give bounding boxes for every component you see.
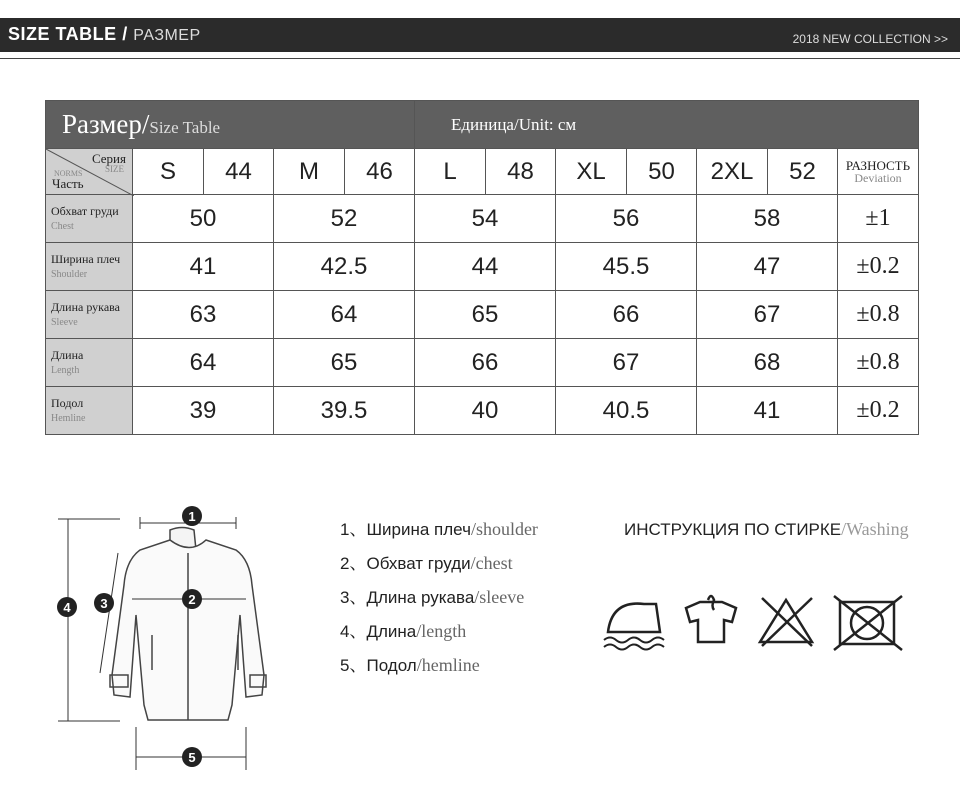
table-cell: 56	[556, 195, 697, 243]
top-banner	[0, 18, 960, 52]
marker-1: 1	[188, 509, 196, 524]
collection-link: 2018 NEW COLLECTION >>	[792, 32, 948, 46]
table-cell: 67	[556, 339, 697, 387]
table-cell: 66	[556, 291, 697, 339]
table-cell: 65	[274, 339, 415, 387]
table-cell: 47	[697, 243, 838, 291]
unit-label: Единица/Unit: см	[415, 101, 919, 149]
table-cell: 50	[133, 195, 274, 243]
legend-en: /shoulder	[470, 519, 538, 539]
row-label	[46, 387, 133, 435]
row-label	[46, 195, 133, 243]
deviation-cell: ±0.2	[838, 387, 919, 435]
measurement-legend	[340, 515, 538, 685]
legend-ru: Длина рукава	[366, 588, 475, 607]
iron-icon	[604, 604, 664, 650]
legend-ru: Ширина плеч	[366, 520, 471, 539]
table-row	[46, 291, 919, 339]
row-label-en: Chest	[51, 220, 74, 232]
deviation-cell: ±0.8	[838, 291, 919, 339]
table-cell: 64	[274, 291, 415, 339]
table-row	[46, 243, 919, 291]
table-cell: 52	[274, 195, 415, 243]
corner-size: SIZE	[105, 164, 124, 174]
table-cell: 44	[415, 243, 556, 291]
row-label	[46, 243, 133, 291]
row-label-en: Hemline	[51, 412, 86, 424]
banner-title-ru: РАЗМЕР	[133, 27, 201, 44]
do-not-tumble-dry-icon	[834, 596, 902, 650]
table-cell: 66	[415, 339, 556, 387]
row-label-en: Sleeve	[51, 316, 78, 328]
table-cell: 41	[133, 243, 274, 291]
marker-4: 4	[63, 600, 71, 615]
table-cell: 39	[133, 387, 274, 435]
size-label: L	[415, 149, 486, 195]
deviation-header	[838, 149, 919, 195]
table-title	[46, 101, 415, 149]
row-label	[46, 291, 133, 339]
size-label: XL	[556, 149, 627, 195]
row-label-en: Shoulder	[51, 268, 88, 280]
row-label-ru: Подол	[51, 395, 84, 410]
size-label: S	[133, 149, 204, 195]
row-label-ru: Ширина плеч	[51, 251, 121, 266]
legend-ru: Подол	[366, 656, 417, 675]
table-cell: 67	[697, 291, 838, 339]
table-cell: 63	[133, 291, 274, 339]
deviation-en: Deviation	[854, 170, 902, 185]
table-cell: 40.5	[556, 387, 697, 435]
banner-title-en: SIZE TABLE	[8, 24, 117, 44]
marker-3: 3	[100, 596, 108, 611]
size-table	[45, 100, 919, 435]
table-row	[46, 339, 919, 387]
table-cell: 68	[697, 339, 838, 387]
banner-divider	[0, 58, 960, 59]
deviation-cell: ±0.8	[838, 339, 919, 387]
size-number: 44	[204, 149, 274, 195]
corner-part: Часть	[52, 176, 84, 191]
table-cell: 42.5	[274, 243, 415, 291]
table-cell: 40	[415, 387, 556, 435]
table-cell: 64	[133, 339, 274, 387]
legend-num: 5、	[340, 656, 367, 675]
corner-norms: NORMS	[54, 169, 83, 178]
do-not-bleach-icon	[760, 598, 812, 646]
banner-title	[8, 24, 201, 45]
row-label-ru: Обхват груди	[51, 203, 119, 218]
washing-icons	[600, 590, 920, 660]
table-row	[46, 387, 919, 435]
table-cell: 45.5	[556, 243, 697, 291]
washing-title	[624, 519, 909, 540]
table-cell: 54	[415, 195, 556, 243]
row-label-ru: Длина	[51, 347, 84, 362]
size-label: 2XL	[697, 149, 768, 195]
legend-item	[340, 617, 538, 651]
corner-series: Серия	[91, 151, 126, 166]
marker-5: 5	[188, 750, 196, 765]
washing-title-en: /Washing	[841, 519, 909, 539]
table-cell: 41	[697, 387, 838, 435]
legend-en: /sleeve	[474, 587, 525, 607]
legend-ru: Длина	[366, 622, 417, 641]
size-number: 46	[345, 149, 415, 195]
legend-en: /chest	[470, 553, 513, 573]
deviation-ru: РАЗНОСТЬ	[845, 157, 911, 173]
legend-num: 2、	[340, 554, 367, 573]
hand-wash-shirt-icon	[686, 596, 736, 642]
legend-item	[340, 651, 538, 685]
table-title-en: Size Table	[149, 118, 221, 137]
size-number: 50	[627, 149, 697, 195]
deviation-cell: ±0.2	[838, 243, 919, 291]
legend-num: 4、	[340, 622, 367, 641]
legend-item	[340, 549, 538, 583]
banner-slash: /	[122, 24, 128, 44]
size-header-row	[46, 149, 919, 195]
row-label-ru: Длина рукава	[51, 299, 120, 314]
legend-en: /length	[416, 621, 467, 641]
legend-item	[340, 583, 538, 617]
table-title-ru: Размер/	[62, 109, 150, 139]
size-number: 48	[486, 149, 556, 195]
size-label: M	[274, 149, 345, 195]
marker-2: 2	[188, 592, 196, 607]
row-label	[46, 339, 133, 387]
table-cell: 58	[697, 195, 838, 243]
jacket-diagram	[40, 495, 300, 785]
legend-ru: Обхват груди	[366, 554, 471, 573]
legend-en: /hemline	[416, 655, 480, 675]
table-header-row	[46, 101, 919, 149]
legend-num: 3、	[340, 588, 367, 607]
legend-num: 1、	[340, 520, 367, 539]
size-number: 52	[768, 149, 838, 195]
corner-cell	[46, 149, 133, 195]
row-label-en: Length	[51, 364, 80, 376]
legend-item	[340, 515, 538, 549]
table-cell: 65	[415, 291, 556, 339]
table-row	[46, 195, 919, 243]
table-cell: 39.5	[274, 387, 415, 435]
deviation-cell: ±1	[838, 195, 919, 243]
washing-title-ru: ИНСТРУКЦИЯ ПО СТИРКЕ	[624, 520, 842, 539]
